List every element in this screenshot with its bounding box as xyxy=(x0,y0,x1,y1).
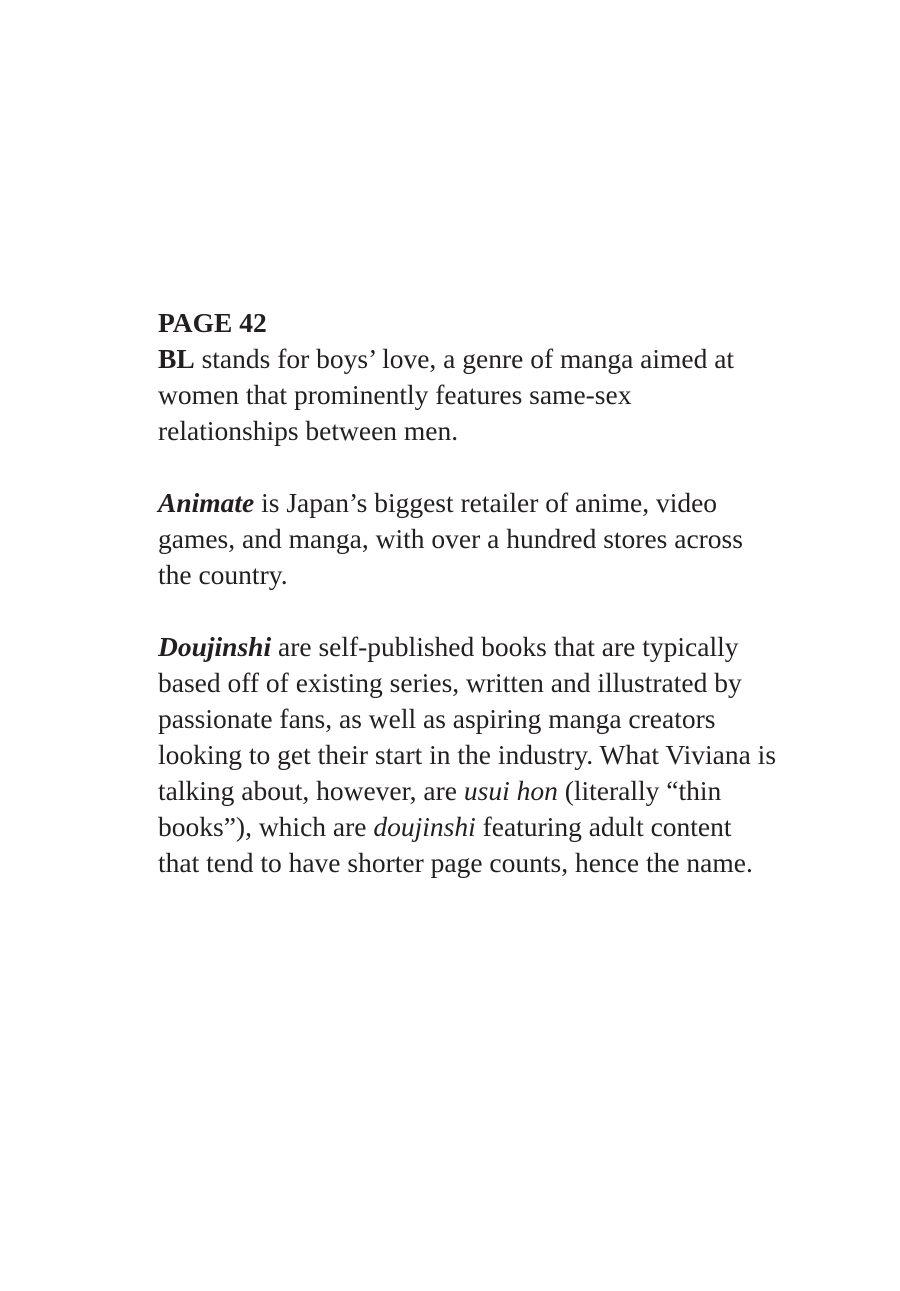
note-term: BL xyxy=(158,343,195,374)
page-heading: PAGE 42 xyxy=(158,307,267,338)
note-text: are self-published books that are typically based off of existing series, written and illustrated by passionate fans, as well as aspiring manga creators looking to get their start in the industry. What Viviana is talking about, however, are xyxy=(158,631,777,806)
glossary-page xyxy=(158,305,778,881)
note-term: Animate xyxy=(158,487,255,518)
note-text: is Japan’s biggest retailer of anime, video games, and manga, with over a hundred stores across the country. xyxy=(158,487,743,590)
note-term: Doujinshi xyxy=(158,631,272,662)
note-italic-term: doujinshi xyxy=(373,811,476,842)
note-animate xyxy=(158,485,778,593)
note-italic-term: usui hon xyxy=(463,775,558,806)
note-bl xyxy=(158,341,778,449)
note-text: stands for boys’ love, a genre of manga aimed at women that prominently features same-sex relationships between men. xyxy=(158,343,735,446)
note-doujinshi xyxy=(158,629,778,881)
note-text: featuring adult content that tend to have shorter page counts, hence the name. xyxy=(158,811,753,878)
note-text: (literally “thin books”), which are xyxy=(158,775,722,842)
